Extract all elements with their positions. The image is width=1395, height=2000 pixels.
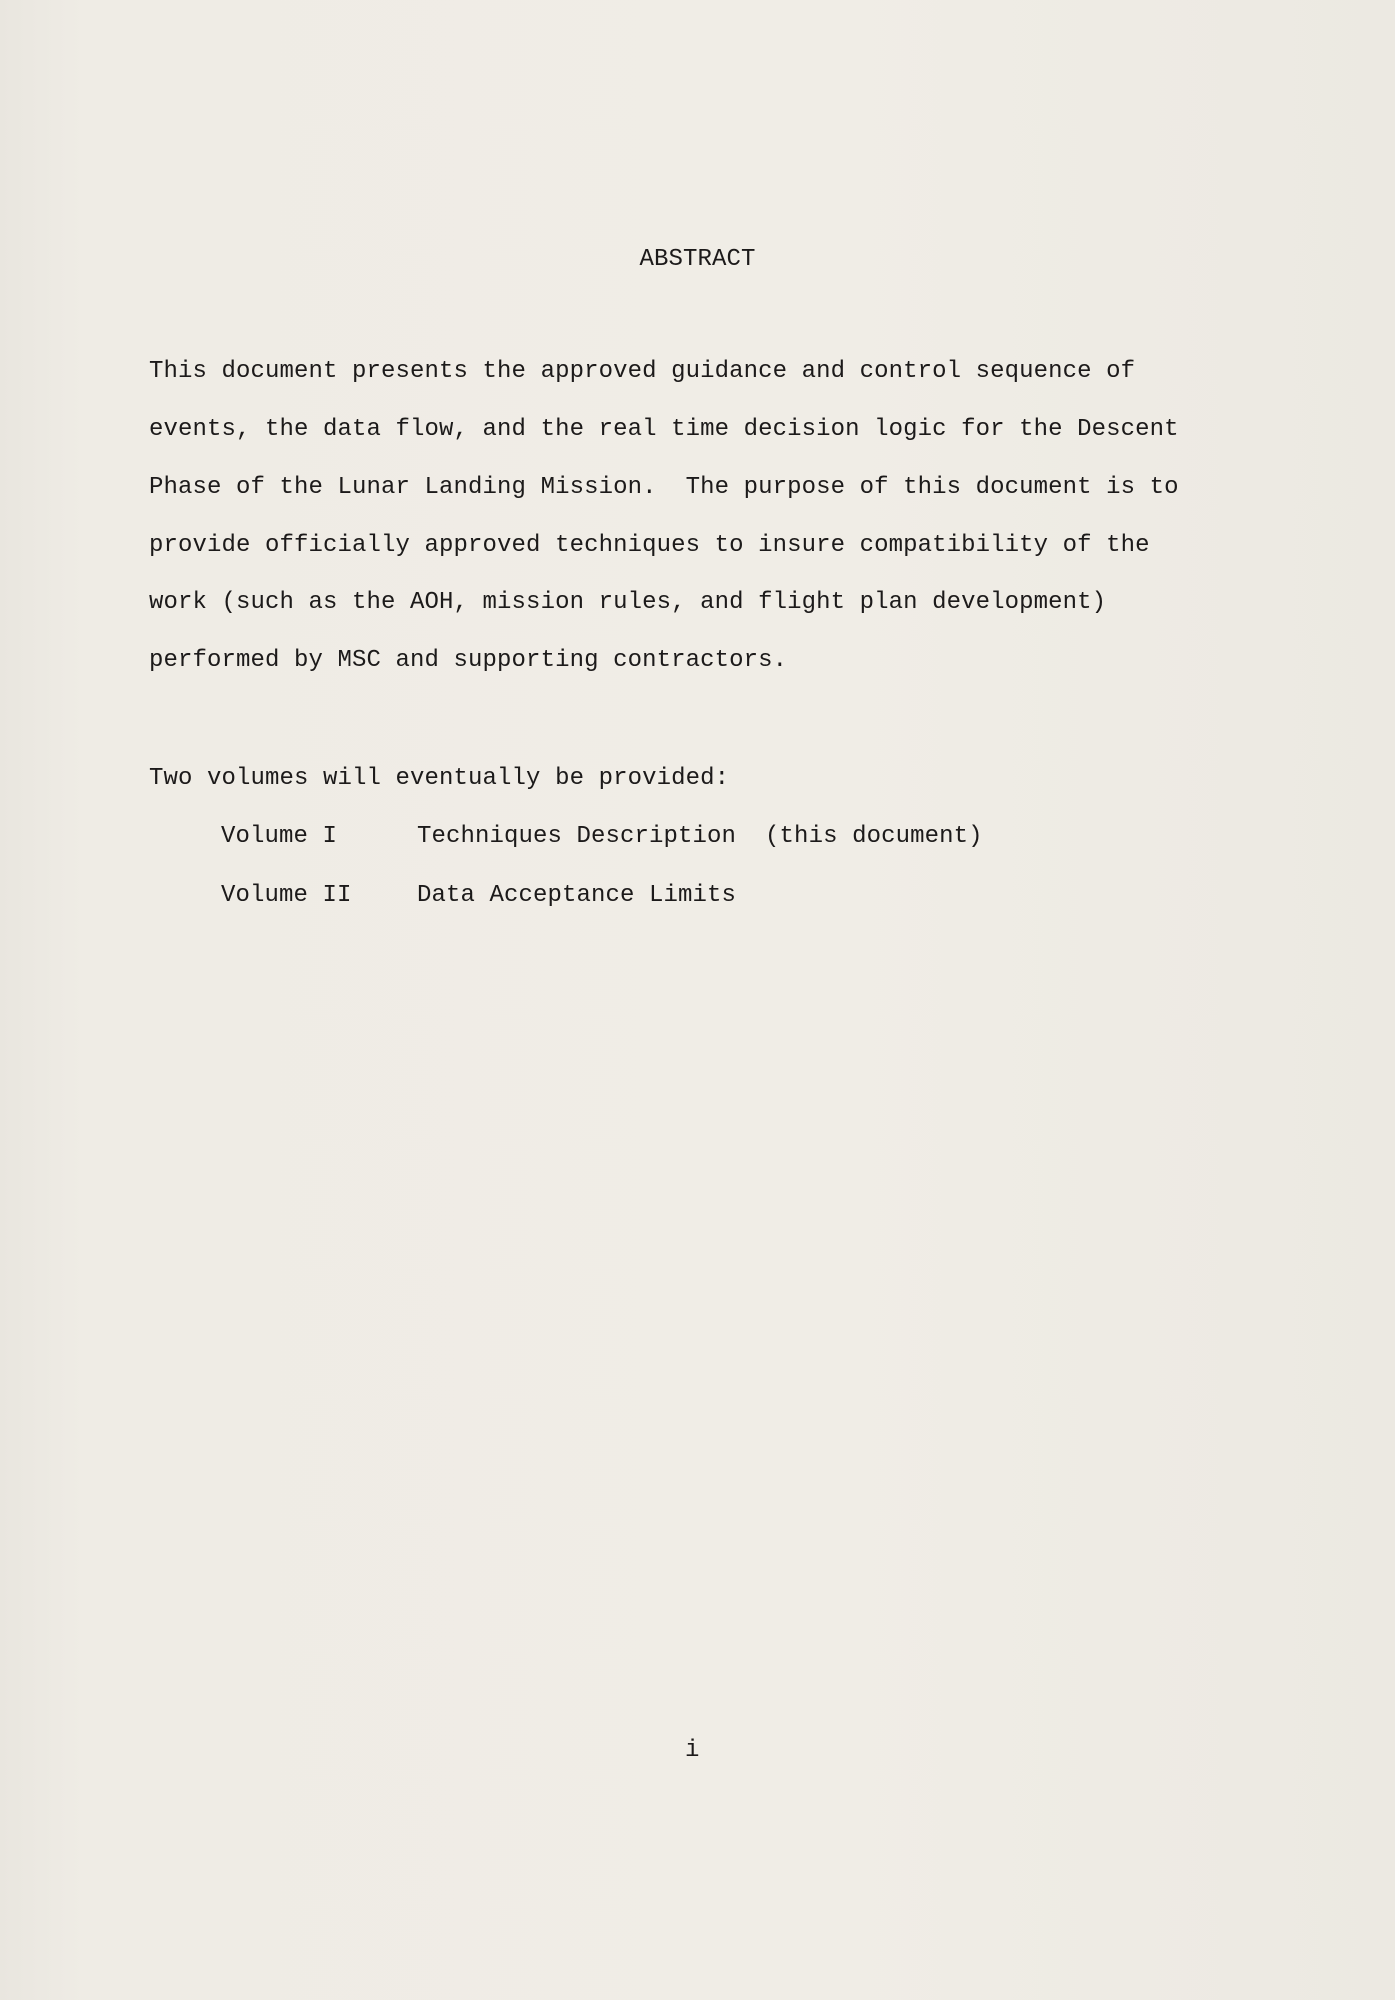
volume-label: Volume II	[221, 882, 352, 909]
paragraph-line: provide officially approved techniques to insure compatibility of the	[149, 532, 1150, 559]
volumes-intro: Two volumes will eventually be provided:	[149, 765, 730, 792]
paragraph-line: This document presents the approved guidance and control sequence of	[149, 358, 1136, 385]
volume-label: Volume I	[221, 823, 338, 850]
paragraph-line: events, the data flow, and the real time decision logic for the Descent	[149, 416, 1179, 443]
paragraph-line: performed by MSC and supporting contractors.	[149, 647, 788, 674]
paragraph-line: work (such as the AOH, mission rules, and flight plan development)	[149, 589, 1107, 616]
volume-description: Techniques Description (this document)	[417, 823, 983, 850]
volume-description: Data Acceptance Limits	[417, 882, 737, 909]
abstract-heading: ABSTRACT	[639, 246, 756, 273]
page-number: i	[685, 1737, 700, 1764]
paragraph-line: Phase of the Lunar Landing Mission. The purpose of this document is to	[149, 474, 1179, 501]
